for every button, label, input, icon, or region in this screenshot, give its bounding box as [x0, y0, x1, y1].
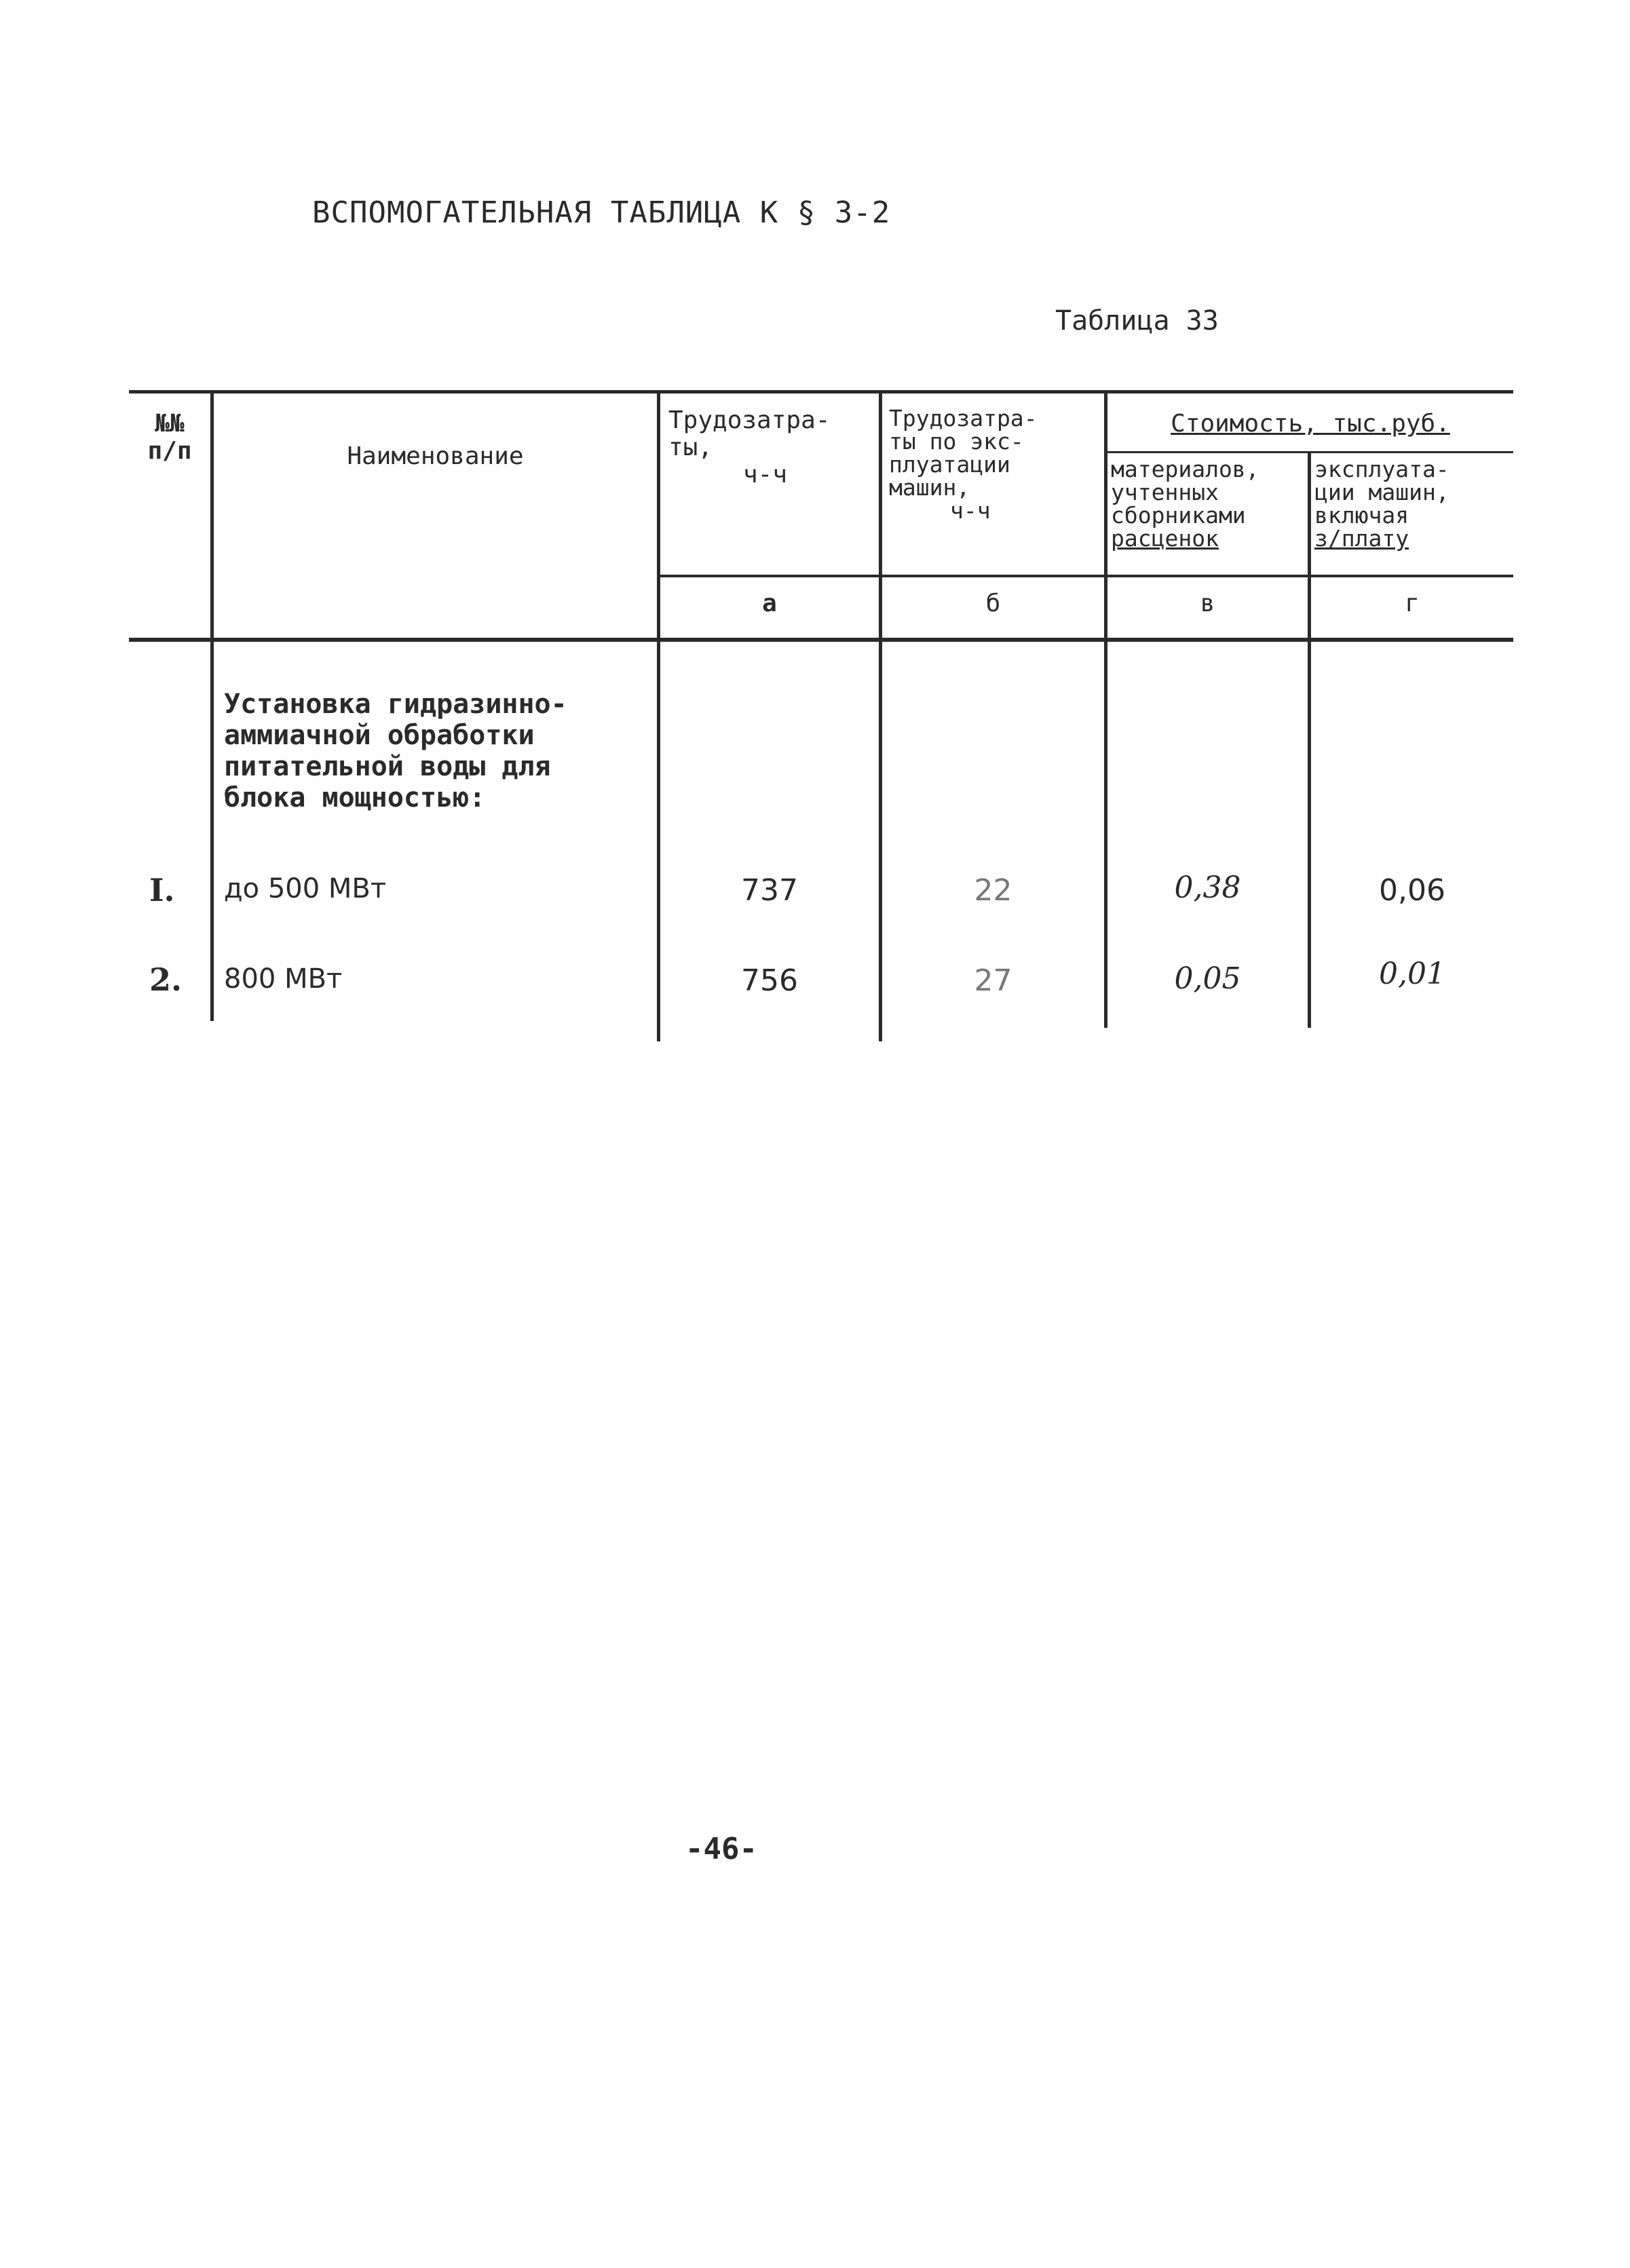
row-2-num: 2. [149, 961, 183, 998]
header-machines-line-4: з/плату [1314, 525, 1409, 552]
group-heading-line-3: питательной воды для [224, 751, 551, 782]
header-labor-line-1: Трудозатра- [668, 406, 831, 434]
header-machine-labor-line-2: ты по экс- [889, 428, 1024, 455]
header-machine-labor-line-4: машин, [889, 474, 970, 501]
row-1-materials-cost: 0,38 [1174, 870, 1241, 905]
header-machines [1314, 458, 1511, 550]
machines-col-left-border [1308, 451, 1311, 1028]
group-heading [224, 689, 567, 813]
group-heading-line-1: Установка гидразинно- [224, 689, 567, 720]
header-materials [1111, 458, 1306, 550]
header-num-line-2: п/п [147, 437, 192, 465]
header-bottom-border [129, 638, 1513, 642]
table-label: Таблица 33 [1055, 305, 1219, 337]
row-2-machines-cost: 0,01 [1379, 957, 1445, 991]
header-materials-line-4: расценок [1111, 525, 1219, 552]
group-heading-line-4: блока мощностью: [224, 782, 486, 813]
letter-b: б [985, 590, 1001, 617]
header-machine-labor-line-1: Трудозатра- [889, 405, 1038, 431]
header-materials-line-1: материалов, [1111, 456, 1259, 482]
header-materials-line-2: учтенных [1111, 479, 1219, 505]
group-heading-line-2: аммиачной обработки [224, 720, 535, 751]
letters-row-divider [658, 575, 1513, 577]
header-materials-line-3: сборниками [1111, 502, 1246, 528]
page-number: -46- [685, 1832, 757, 1866]
letter-v: в [1200, 590, 1215, 617]
row-1-machines-cost: 0,06 [1379, 873, 1445, 908]
row-1-machine-labor: 22 [974, 873, 1012, 908]
letter-g: г [1405, 590, 1420, 617]
header-cost-group: Стоимость, тыс.руб. [1171, 410, 1450, 438]
header-machines-line-2: ции машин, [1314, 479, 1449, 505]
header-machines-line-3: включая [1314, 502, 1409, 528]
data-table [129, 390, 1513, 1041]
table-top-border [129, 390, 1513, 393]
header-num-line-1: №№ [155, 410, 185, 438]
row-2-name: 800 МВт [224, 963, 343, 995]
header-labor [668, 407, 872, 488]
row-1-num: I. [149, 872, 175, 908]
header-machine-labor [889, 407, 1099, 522]
header-labor-line-3: ч-ч [743, 461, 788, 488]
letter-a: а [762, 590, 777, 617]
row-2-labor: 756 [741, 963, 798, 998]
header-machine-labor-line-3: плуатации [889, 451, 1010, 478]
header-machine-labor-line-5: ч-ч [950, 497, 991, 524]
document-title: ВСПОМОГАТЕЛЬНАЯ ТАБЛИЦА К § 3-2 [312, 195, 891, 230]
row-1-name: до 500 МВт [224, 873, 387, 904]
machine-labor-col-left-border [879, 390, 882, 1041]
header-num [129, 410, 210, 465]
row-2-materials-cost: 0,05 [1174, 961, 1241, 996]
header-machines-line-1: эксплуата- [1314, 456, 1449, 482]
row-2-machine-labor: 27 [974, 963, 1012, 998]
name-col-left-border [210, 390, 214, 1021]
materials-col-left-border [1104, 390, 1107, 1028]
labor-col-left-border [657, 390, 660, 1041]
row-1-labor: 737 [741, 873, 798, 908]
header-name: Наименование [347, 442, 524, 470]
header-labor-line-2: ты, [668, 434, 713, 461]
